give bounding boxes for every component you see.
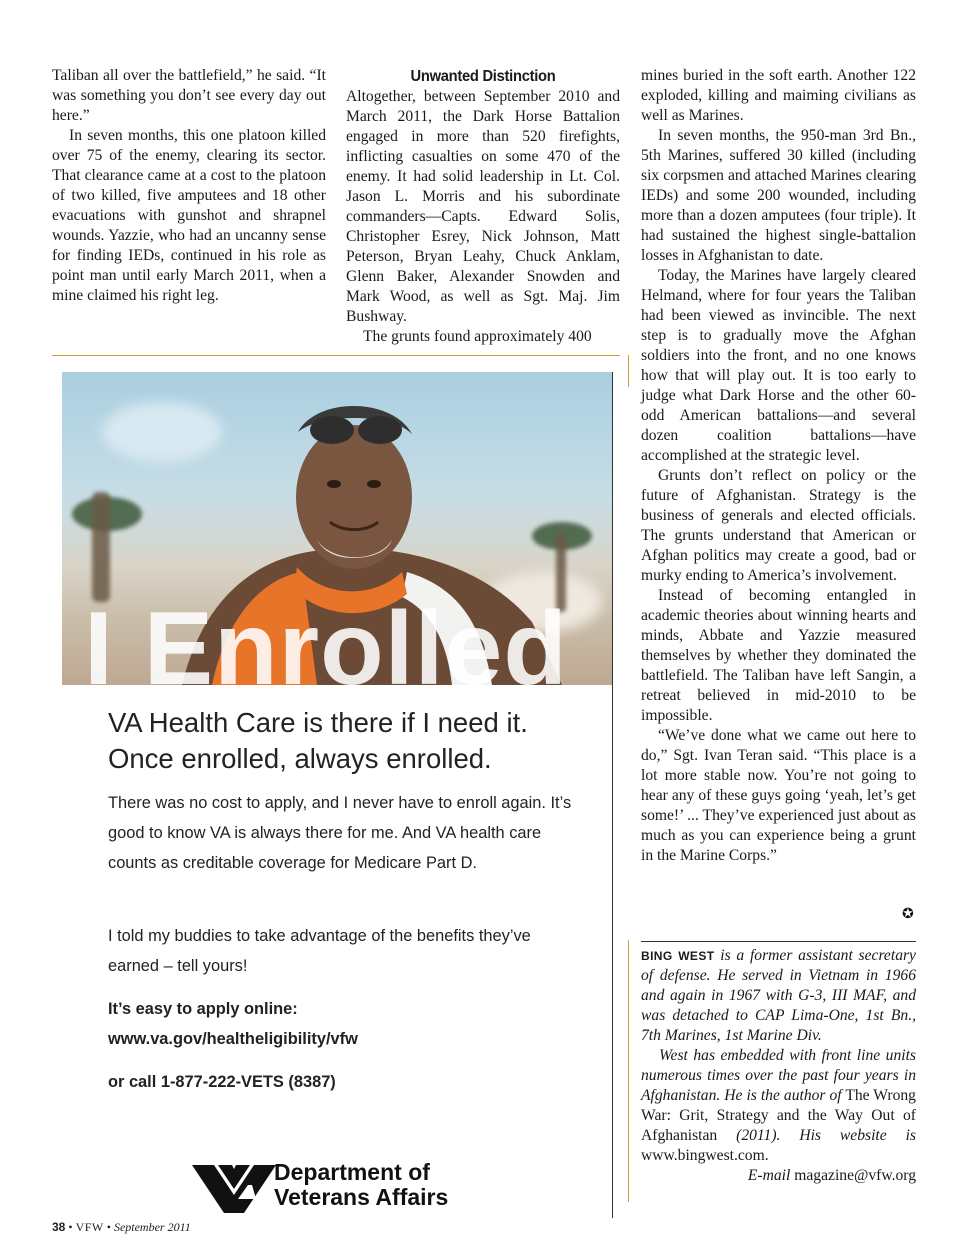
author-bio (641, 946, 916, 1186)
section-subhead: Unwanted Distinction (410, 68, 556, 85)
article-paragraph: Today, the Marines have largely cleared Helmand, where for four years the Taliban had been viewed as invincible. The next step is to gradually move the Afghan soldiers into the front, and no one knows how that will play out. It is too early to judge what Dark Horse and the other 60-odd American battalions—and several dozen coalition battalions—have accomplished at the strategic level. (641, 267, 916, 464)
article-column-2 (346, 66, 620, 347)
bio-text: (2011). His website is (736, 1127, 916, 1144)
article-paragraph: Grunts don’t reflect on policy or the future of Afghanistan. Strategy is the business of generals and elected officials. The grunts understand that American or Afghan politics may create a good, bad or murky ending to America’s involvement. (641, 467, 916, 584)
va-organization-name (274, 1160, 448, 1210)
va-name-line: Department of (274, 1159, 430, 1185)
footer-separator: • (68, 1220, 73, 1234)
ad-headline (108, 705, 588, 777)
bio-email-label: E-mail (747, 1167, 791, 1184)
ad-headline-line: Once enrolled, always enrolled. (108, 743, 492, 774)
bio-paragraph (641, 946, 916, 1046)
ad-photo (62, 372, 612, 685)
article-paragraph: In seven months, the 950-man 3rd Bn., 5th Marines, suffered 30 killed (including six corpsmen and attached Marines clearing IEDs) and some 200 wounded, including more than a dozen amputees (four triple). It had sustained the highest single-battalion losses in Afghanistan to date. (641, 127, 916, 264)
ad-body-text: I told my buddies to take advantage of the benefits they’ve earned – tell yours! (108, 927, 531, 975)
ad-corner-rule (628, 355, 629, 387)
page-number: 38 (52, 1220, 66, 1234)
va-advertisement (62, 372, 612, 1218)
ad-cta-phone: or call 1-877-222-VETS (8387) (108, 1073, 336, 1091)
article-paragraph: The grunts found approximately 400 (363, 328, 592, 345)
ad-top-rule (52, 355, 620, 356)
article-paragraph: Taliban all over the battlefield,” he said. “It was something you don’t see every day out here.” (52, 67, 326, 124)
magazine-name: VFW (75, 1220, 104, 1234)
footer-separator: • (106, 1220, 111, 1234)
bio-author-name: BING WEST (641, 949, 715, 963)
end-of-story-icon: ✪ (902, 907, 914, 922)
bio-text: is a former assistant secretary of defense. He served in Vietnam in 1966 and again in 1967 with G-3, III MAF, and was detached to CAP Lima-One, 1st Bn., 7th Marines, 1st Marine Div. (641, 947, 916, 1044)
ad-cta-text: It’s easy to apply online: (108, 1000, 298, 1018)
ad-right-border (612, 372, 613, 1218)
article-paragraph: In seven months, this one platoon killed over 75 of the enemy, clearing its sector. That clearance came at a cost to the platoon of two killed, five amputees and 18 other evacuations with gunshot and shrapnel wounds. Yazzie, who had an uncanny sense for finding IEDs, continued in his role as point man until early March 2011, when a mine claimed his right leg. (52, 127, 326, 304)
article-column-1 (52, 66, 326, 306)
article-column-3 (641, 66, 916, 866)
bio-website[interactable]: www.bingwest.com. (641, 1147, 769, 1164)
bio-paragraph (641, 1046, 916, 1166)
article-paragraph: mines buried in the soft earth. Another 122 exploded, killing and maiming civilians as well as Marines. (641, 67, 916, 124)
bio-text: West has embedded with front line units numerous times over the past four years in Afghanistan. He is the author of (641, 1047, 916, 1104)
bio-book-title: The Wrong War: Grit, Strategy and the Way Out of Afghanistan (641, 1087, 916, 1144)
ad-body-text: There was no cost to apply, and I never have to enroll again. It’s good to know VA is always there for me. And VA health care counts as creditable coverage for Medicare Part D. (108, 794, 572, 872)
ad-cta-link[interactable]: www.va.gov/healtheligibility/vfw (108, 1030, 358, 1048)
article-paragraph: Instead of becoming entangled in academic theories about winning hearts and minds, Abbate and Yazzie measured themselves by whether they dominated the battlefield. The Taliban have left Sangin, a retreat believed in mid-2010 to be impossible. (641, 587, 916, 724)
ad-big-word: I Enrolled (84, 591, 568, 685)
bio-side-rule (628, 940, 629, 1202)
article-paragraph: Altogether, between September 2010 and March 2011, the Dark Horse Battalion engaged in more than 520 firefights, inflicting casualties on some 470 of the enemy. It had solid leadership in Lt. Col. Jason L. Morris and his subordinate commanders—Capts. Edward Solis, Christopher Esrey, Nick Johnson, Matt Peterson, Bryan Leahy, Chuck Anklam, Glenn Baker, Alexander Snowden and Mark Wood, as well as Sgt. Maj. Jim Bushway. (346, 88, 620, 325)
article-paragraph: “We’ve done what we came out here to do,” Sgt. Ivan Teran said. “This place is a lot more stable now. You’re not going to hear any of these guys going ‘yeah, let’s get some!’ ... They’ve experienced just about as much as you can experience being a grunt in the Marine Corps.” (641, 727, 916, 864)
bio-email[interactable]: magazine@vfw.org (794, 1167, 916, 1184)
issue-date: September 2011 (113, 1220, 191, 1234)
va-name-line: Veterans Affairs (274, 1184, 449, 1210)
ad-headline-line: VA Health Care is there if I need it. (108, 707, 528, 738)
page-footer (52, 1220, 191, 1235)
bio-divider (641, 941, 916, 942)
bio-email-line (641, 1166, 916, 1186)
